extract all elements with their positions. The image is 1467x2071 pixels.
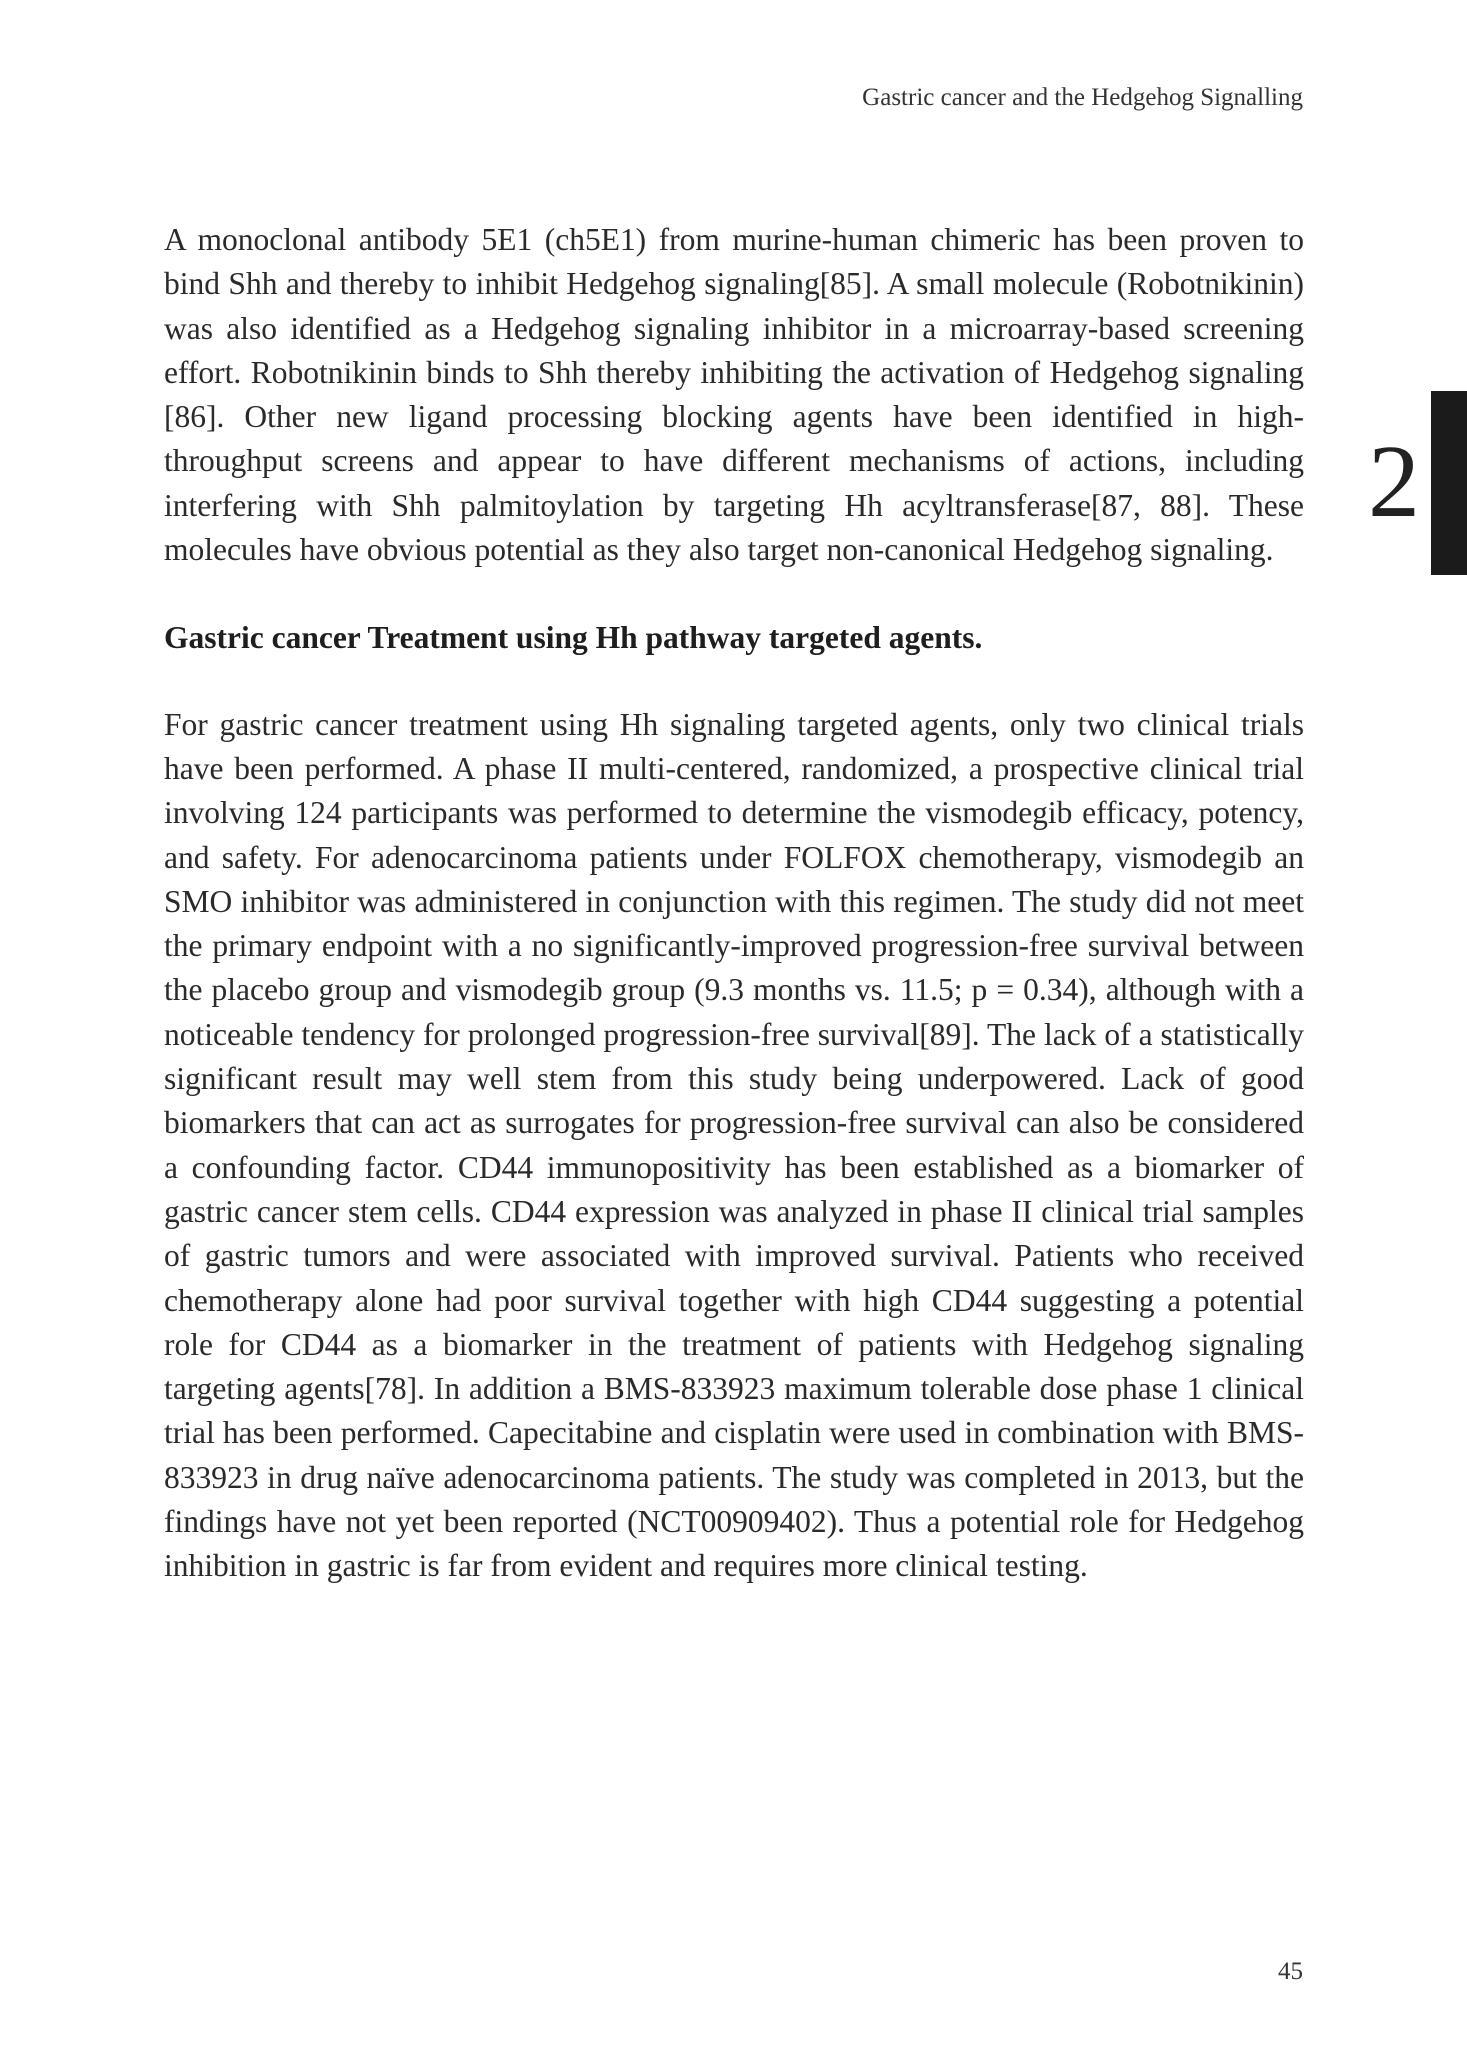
body-paragraph-2: For gastric cancer treatment using Hh signaling targeted agents, only two clinical trials have been performed. A phase II multi-centered, randomized, a prospective clinical trial involving 124 participants was performed to determine the vismodegib efficacy, potency, and safety. For adenocarcinoma patients under FOLFOX chemotherapy, vismodegib an SMO inhibitor was administered in conjunction with this regimen. The study did not meet the primary endpoint with a no significantly-improved progression-free survival between the placebo group and vismodegib group (9.3 months vs. 11.5; p = 0.34), although with a noticeable tendency for prolonged progression-free survival[89]. The lack of a statistically significant result may well stem from this study being underpowered. Lack of good biomarkers that can act as surrogates for progression-free survival can also be considered a confounding factor. CD44 immunopositivity has been established as a biomarker of gastric cancer stem cells. CD44 expression was analyzed in phase II clinical trial samples of gastric tumors and were associated with improved survival. Patients who received chemotherapy alone had poor survival together with high CD44 suggesting a potential role for CD44 as a biomarker in the treatment of patients with Hedgehog signaling targeting agents[78]. In addition a BMS-833923 maximum tolerable dose phase 1 clinical trial has been performed. Capecitabine and cisplatin were used in combination with BMS-833923 in drug naïve adenocarcinoma patients. The study was completed in 2013, but the findings have not yet been reported (NCT00909402). Thus a potential role for Hedgehog inhibition in gastric is far from evident and requires more clinical testing. <box>164 706 1304 1584</box>
page-number: 45 <box>1278 1958 1303 1985</box>
page-body <box>164 218 1304 1589</box>
chapter-number: 2 <box>1368 424 1420 539</box>
running-header: Gastric cancer and the Hedgehog Signalling <box>862 84 1303 111</box>
body-paragraph-1: A monoclonal antibody 5E1 (ch5E1) from murine-human chimeric has been proven to bind Shh and thereby to inhibit Hedgehog signaling[85]. A small molecule (Robotnikinin) was also identified as a Hedgehog signaling inhibitor in a microarray-based screening effort. Robotnikinin binds to Shh thereby inhibiting the activation of Hedgehog signaling [86]. Other new ligand processing blocking agents have been identified in high-throughput screens and appear to have different mechanisms of actions, including interfering with Shh palmitoylation by targeting Hh acyltransferase[87, 88]. These molecules have obvious potential as they also target non-canonical Hedgehog signaling. <box>164 222 1304 568</box>
chapter-tab-bar <box>1431 391 1467 575</box>
section-heading: Gastric cancer Treatment using Hh pathway targeted agents. <box>164 620 983 656</box>
